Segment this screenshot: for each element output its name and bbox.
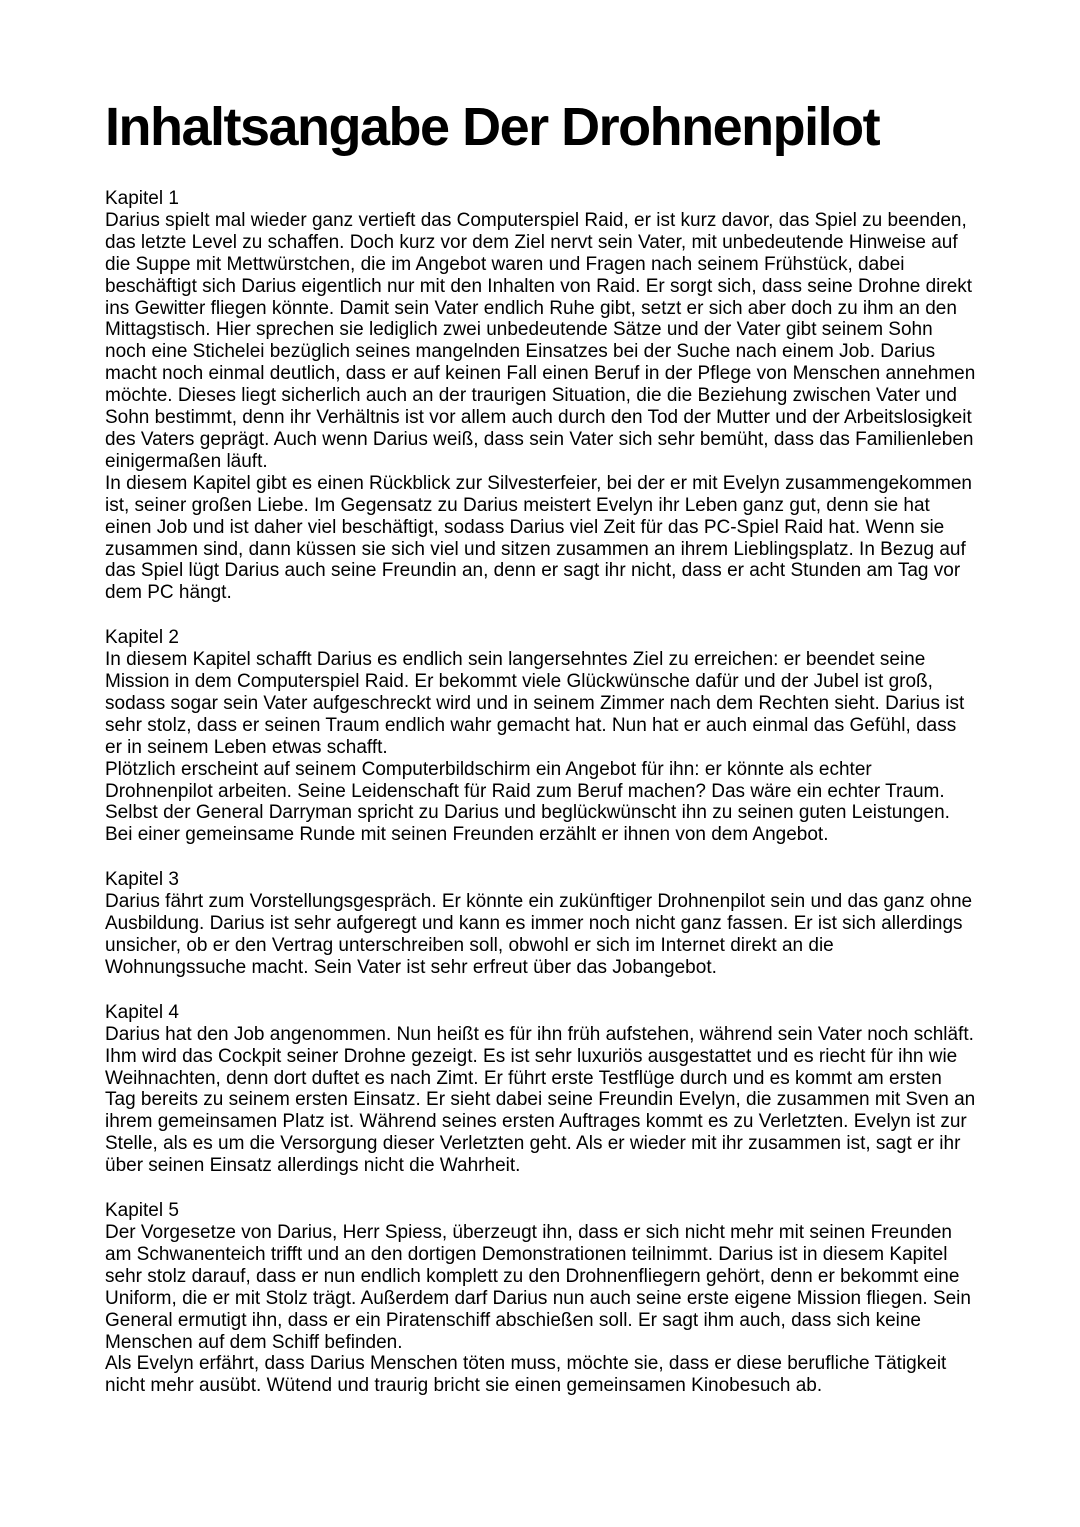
chapter-paragraph: Der Vorgesetze von Darius, Herr Spiess, überzeugt ihn, dass er sich nicht mehr mit seinen Freunden am Schwanenteich trifft und an den dortigen Demonstrationen teilnimmt. Darius ist in diesem Kapitel sehr stolz darauf, dass er nun endlich komplett zu den Drohnenfliegern gehört, denn er bekommt eine Uniform, die er mit Stolz trägt. Außerdem darf Darius nun auch seine erste eigene Mission fliegen. Sein General ermutigt ihn, dass er ein Piratenschiff abschießen soll. Er sagt ihm auch, dass sich keine Menschen auf dem Schiff befinden. [105, 1221, 971, 1353]
chapter [105, 869, 977, 979]
page-title: Inhaltsangabe Der Drohnenpilot [105, 97, 880, 157]
chapter-heading: Kapitel 5 [105, 1200, 179, 1222]
chapter-body [105, 1024, 977, 1177]
chapter-body [105, 210, 977, 604]
chapter-body [105, 891, 977, 979]
chapter-list [105, 188, 977, 1397]
chapter-heading: Kapitel 2 [105, 627, 179, 649]
chapter-heading: Kapitel 4 [105, 1001, 179, 1023]
chapter-paragraph: In diesem Kapitel gibt es einen Rückblick zur Silvesterfeier, bei der er mit Evelyn zusammengekommen ist, seiner großen Liebe. Im Gegensatz zu Darius meistert Evelyn ihr Leben ganz gut, denn sie hat einen Job und ist daher viel beschäftigt, sodass Darius viel Zeit für das PC-Spiel Raid hat. Wenn sie zusammen sind, dann küssen sie sich viel und sitzen zusammen an ihrem Lieblingsplatz. In Bezug auf das Spiel lügt Darius auch seine Freundin an, denn er sagt ihr nicht, dass er acht Stunden am Tag vor dem PC hängt. [105, 472, 972, 604]
chapter-paragraph: Plötzlich erscheint auf seinem Computerbildschirm ein Angebot für ihn: er könnte als echter Drohnenpilot arbeiten. Seine Leidenschaft für Raid zum Beruf machen? Das wäre ein echter Traum. Selbst der General Darryman spricht zu Darius und beglückwünscht ihn zu seinen guten Leistungen. Bei einer gemeinsame Runde mit seinen Freunden erzählt er ihnen von dem Angebot. [105, 758, 950, 846]
chapter [105, 188, 977, 604]
chapter-body [105, 1222, 977, 1397]
chapter-heading: Kapitel 3 [105, 869, 179, 891]
chapter-body [105, 649, 977, 846]
chapter-paragraph: In diesem Kapitel schafft Darius es endlich sein langersehntes Ziel zu erreichen: er beendet seine Mission in dem Computerspiel Raid. Er bekommt viele Glückwünsche dafür und der Jubel ist groß, sodass sogar sein Vater aufgeschreckt wird und in seinem Zimmer nach dem Rechten sieht. Darius ist sehr stolz, dass er seinen Traum endlich wahr gemacht hat. Nun hat er auch einmal das Gefühl, dass er in seinem Leben etwas schafft. [105, 649, 965, 758]
chapter [105, 627, 977, 846]
chapter-paragraph: Darius fährt zum Vorstellungsgespräch. Er könnte ein zukünftiger Drohnenpilot sein und das ganz ohne Ausbildung. Darius ist sehr aufgeregt und kann es immer noch nicht ganz fassen. Er ist sich allerdings unsicher, ob er den Vertrag unterschreiben soll, obwohl er sich im Internet direkt an die Wohnungssuche macht. Sein Vater ist sehr erfreut über das Jobangebot. [105, 891, 973, 978]
chapter-paragraph: Darius spielt mal wieder ganz vertieft das Computerspiel Raid, er ist kurz davor, das Spiel zu beenden, das letzte Level zu schaffen. Doch kurz vor dem Ziel nervt sein Vater, mit unbedeutende Hinweise auf die Suppe mit Mettwürstchen, die im Angebot waren und Fragen nach seinem Frühstück, dabei beschäftigt sich Darius eigentlich nur mit den Inhalten von Raid. Er sorgt sich, dass seine Drohne direkt ins Gewitter fliegen könnte. Damit sein Vater endlich Ruhe gibt, setzt er sich aber doch zu ihm an den Mittagstisch. Hier sprechen sie lediglich zwei unbedeutende Sätze und der Vater gibt seinem Sohn noch eine Stichelei bezüglich seines mangelnden Einsatzes bei der Suche nach einem Job. Darius macht noch einmal deutlich, dass er auf keinen Fall einen Beruf in der Pflege von Menschen annehmen möchte. Dieses liegt sicherlich auch an der traurigen Situation, die die Beziehung zwischen Vater und Sohn bestimmt, denn ihr Verhältnis ist vor allem auch durch den Tod der Mutter und der Arbeitslosigkeit des Vaters geprägt. Auch wenn Darius weiß, dass sein Vater sich sehr bemüht, dass das Familienleben einigermaßen läuft. [105, 209, 976, 472]
chapter [105, 1002, 977, 1177]
chapter-paragraph: Als Evelyn erfährt, dass Darius Menschen töten muss, möchte sie, dass er diese berufliche Tätigkeit nicht mehr ausübt. Wütend und traurig bricht sie einen gemeinsamen Kinobesuch ab. [105, 1353, 947, 1397]
chapter-paragraph: Darius hat den Job angenommen. Nun heißt es für ihn früh aufstehen, während sein Vater noch schläft. Ihm wird das Cockpit seiner Drohne gezeigt. Es ist sehr luxuriös ausgestattet und es riecht für ihn wie Weihnachten, denn dort duftet es nach Zimt. Er führt erste Testflüge durch und es kommt am ersten Tag bereits zu seinem ersten Einsatz. Er sieht dabei seine Freundin Evelyn, die zusammen mit Sven an ihrem gemeinsamen Platz ist. Während seines ersten Auftrages kommt es zu Verletzten. Evelyn ist zur Stelle, als es um die Versorgung dieser Verletzten geht. Als er wieder mit ihr zusammen ist, sagt er ihr über seinen Einsatz allerdings nicht die Wahrheit. [105, 1023, 976, 1177]
chapter-heading: Kapitel 1 [105, 188, 179, 209]
chapter [105, 1200, 977, 1397]
